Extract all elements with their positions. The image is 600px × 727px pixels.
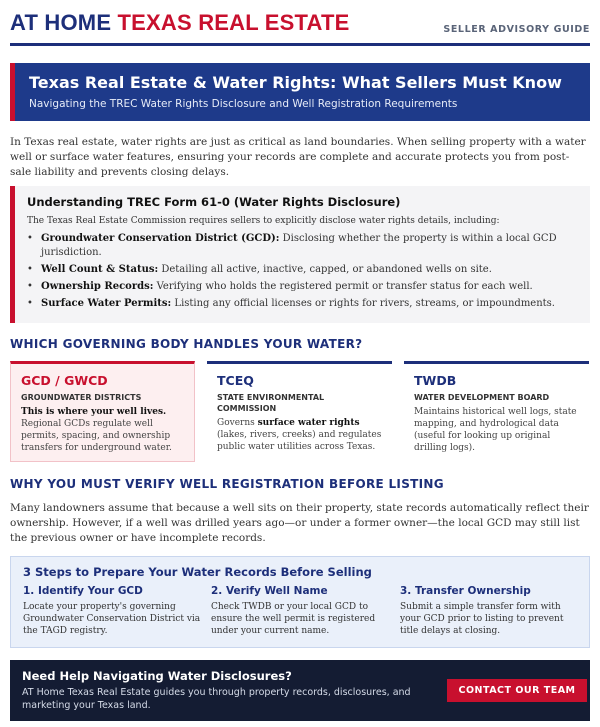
bullet-icon: • xyxy=(27,298,33,309)
step-item xyxy=(23,585,203,637)
card-title: TCEQ xyxy=(217,373,254,388)
tceq-card xyxy=(207,361,392,462)
card-body xyxy=(21,406,184,454)
card-body: Maintains historical well logs, state mapping, and hydrological data (useful for looking up original drilling logs). xyxy=(414,407,577,453)
cta-banner xyxy=(10,660,590,721)
page-header xyxy=(10,8,590,46)
list-item-text: Disclosing whether the property is within a local GCD jurisdiction. xyxy=(41,233,557,258)
card-text-post: (lakes, rivers, creeks) and regulates public water utilities across Texas. xyxy=(217,430,382,452)
brand-logo xyxy=(10,10,350,36)
list-item-term: Groundwater Conservation District (GCD): xyxy=(41,233,280,244)
list-item xyxy=(27,263,582,277)
brand-name-part2: TEXAS REAL ESTATE xyxy=(117,10,350,35)
card-title: TWDB xyxy=(414,373,457,388)
list-item xyxy=(27,232,582,260)
trec-list xyxy=(27,232,582,314)
card-text: Regional GCDs regulate well permits, spacing, and ownership transfers for underground water. xyxy=(21,419,172,453)
verify-paragraph: Many landowners assume that because a well sits on their property, state records automatically reflect their ownership. However, if a well was drilled years ago—or under a former owner—the local GCD may still list the previous owner or have incomplete records. xyxy=(10,502,589,544)
steps-title: 3 Steps to Prepare Your Water Records Before Selling xyxy=(23,565,372,579)
trec-disclosure-box xyxy=(10,186,590,323)
hero-subtitle: Navigating the TREC Water Rights Disclosure and Well Registration Requirements xyxy=(29,98,458,110)
card-lead: This is where your well lives. xyxy=(21,407,167,417)
step-body: Check TWDB or your local GCD to ensure the well permit is registered under your current name. xyxy=(211,602,376,636)
bullet-icon: • xyxy=(27,281,33,292)
list-item-term: Surface Water Permits: xyxy=(41,298,172,309)
cta-body: AT Home Texas Real Estate guides you through property records, disclosures, and marketing your Texas land. xyxy=(22,687,411,711)
guide-label: SELLER ADVISORY GUIDE xyxy=(443,24,590,35)
gcd-card xyxy=(10,361,195,462)
card-text-bold: surface water rights xyxy=(257,418,360,428)
verify-heading: WHY YOU MUST VERIFY WELL REGISTRATION BEFORE LISTING xyxy=(10,477,444,491)
hero-banner xyxy=(10,63,590,121)
card-text-pre: Governs xyxy=(217,418,258,428)
step-body: Locate your property's governing Groundwater Conservation District via the TAGD registry. xyxy=(23,602,201,636)
contact-team-button[interactable]: CONTACT OUR TEAM xyxy=(447,679,587,702)
step-body: Submit a simple transfer form with your GCD prior to listing to prevent title delays at closing. xyxy=(400,602,564,636)
card-title: GCD / GWCD xyxy=(21,373,108,388)
list-item-text: Verifying who holds the registered permit or transfer status for each well. xyxy=(153,281,533,292)
step-item xyxy=(400,585,580,637)
card-subtitle: WATER DEVELOPMENT BOARD xyxy=(414,393,550,402)
trec-lead: The Texas Real Estate Commission requires sellers to explicitly disclose water rights details, including: xyxy=(27,216,500,226)
step-title: 3. Transfer Ownership xyxy=(400,585,531,597)
card-subtitle: STATE ENVIRONMENTAL COMMISSION xyxy=(217,393,325,413)
intro-paragraph: In Texas real estate, water rights are just as critical as land boundaries. When selling property with a water well or surface water features, ensuring your records are complete and accurate protects you from post-sale liability and prevents closing delays. xyxy=(10,136,586,178)
step-title: 2. Verify Well Name xyxy=(211,585,328,597)
list-item xyxy=(27,280,582,294)
list-item-text: Detailing all active, inactive, capped, or abandoned wells on site. xyxy=(158,264,492,275)
card-body xyxy=(217,417,382,453)
step-item xyxy=(211,585,391,637)
governing-heading: WHICH GOVERNING BODY HANDLES YOUR WATER? xyxy=(10,337,363,351)
list-item xyxy=(27,297,582,311)
card-subtitle: GROUNDWATER DISTRICTS xyxy=(21,393,142,402)
list-item-text: Listing any official licenses or rights for rivers, streams, or impoundments. xyxy=(171,298,555,309)
trec-title: Understanding TREC Form 61-0 (Water Rights Disclosure) xyxy=(27,195,401,209)
brand-name-part1: AT HOME xyxy=(10,10,112,35)
hero-title: Texas Real Estate & Water Rights: What Sellers Must Know xyxy=(29,73,562,92)
step-title: 1. Identify Your GCD xyxy=(23,585,143,597)
twdb-card xyxy=(404,361,589,462)
bullet-icon: • xyxy=(27,264,33,275)
bullet-icon: • xyxy=(27,233,33,244)
cta-title: Need Help Navigating Water Disclosures? xyxy=(22,669,292,683)
list-item-term: Ownership Records: xyxy=(41,281,154,292)
steps-box xyxy=(10,556,590,648)
list-item-term: Well Count & Status: xyxy=(41,264,159,275)
